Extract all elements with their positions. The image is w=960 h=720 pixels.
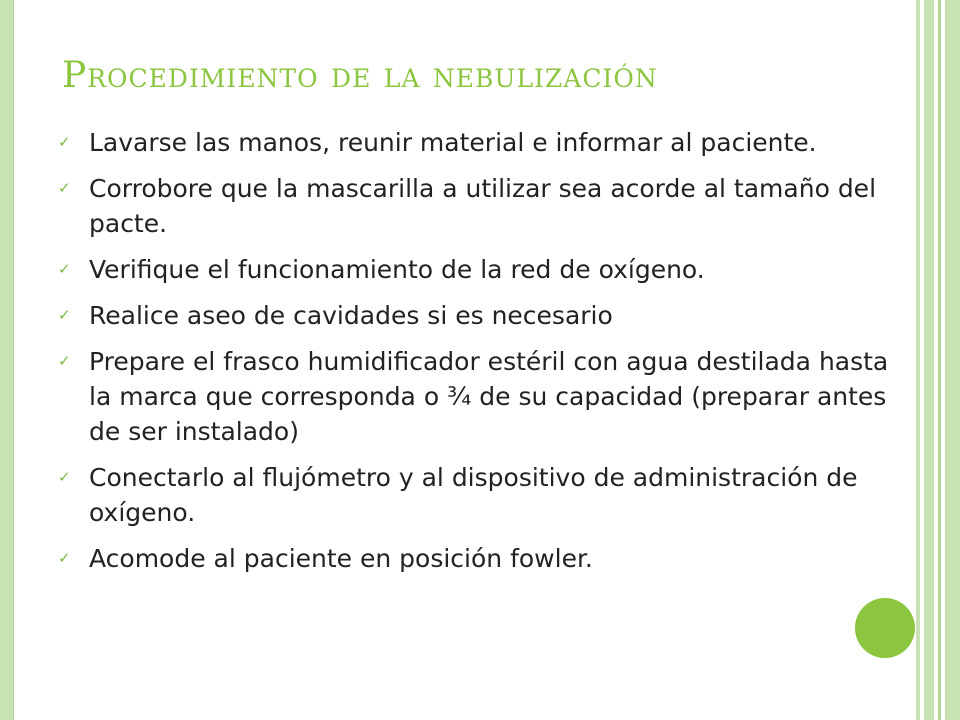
check-icon: ✓: [58, 468, 71, 486]
bullet-item: [56, 171, 906, 241]
bullet-text: Conectarlo al flujómetro y al dispositivo de administración de oxígeno.: [89, 463, 858, 527]
check-icon: ✓: [58, 549, 71, 567]
bullet-text: Corrobore que la mascarilla a utilizar sea acorde al tamaño del pacte.: [89, 174, 877, 238]
bullet-text: Verifique el funcionamiento de la red de oxígeno.: [89, 255, 705, 284]
bullet-item: [56, 125, 906, 160]
bullet-text: Acomode al paciente en posición fowler.: [89, 544, 593, 573]
slide-title: Procedimiento de la nebulización: [62, 55, 658, 96]
bullet-text: Realice aseo de cavidades si es necesario: [89, 301, 613, 330]
check-icon: ✓: [58, 260, 71, 278]
bullet-item: [56, 460, 906, 530]
decorative-green-circle: [855, 598, 915, 658]
left-border-bar: [0, 0, 14, 720]
stripe: [916, 0, 920, 720]
bullet-text: Lavarse las manos, reunir material e informar al paciente.: [89, 128, 817, 157]
check-icon: ✓: [58, 306, 71, 324]
bullet-item: [56, 541, 906, 576]
stripe: [924, 0, 934, 720]
right-decorative-stripes: [916, 0, 960, 720]
bullet-item: [56, 344, 906, 449]
stripe: [945, 0, 960, 720]
check-icon: ✓: [58, 352, 71, 370]
check-icon: ✓: [58, 179, 71, 197]
check-icon: ✓: [58, 133, 71, 151]
bullet-item: [56, 298, 906, 333]
bullet-list: [56, 125, 906, 587]
bullet-text: Prepare el frasco humidificador estéril con agua destilada hasta la marca que corresponda o ¾ de su capacidad (preparar antes de ser instalado): [89, 347, 889, 446]
bullet-item: [56, 252, 906, 287]
stripe: [938, 0, 941, 720]
